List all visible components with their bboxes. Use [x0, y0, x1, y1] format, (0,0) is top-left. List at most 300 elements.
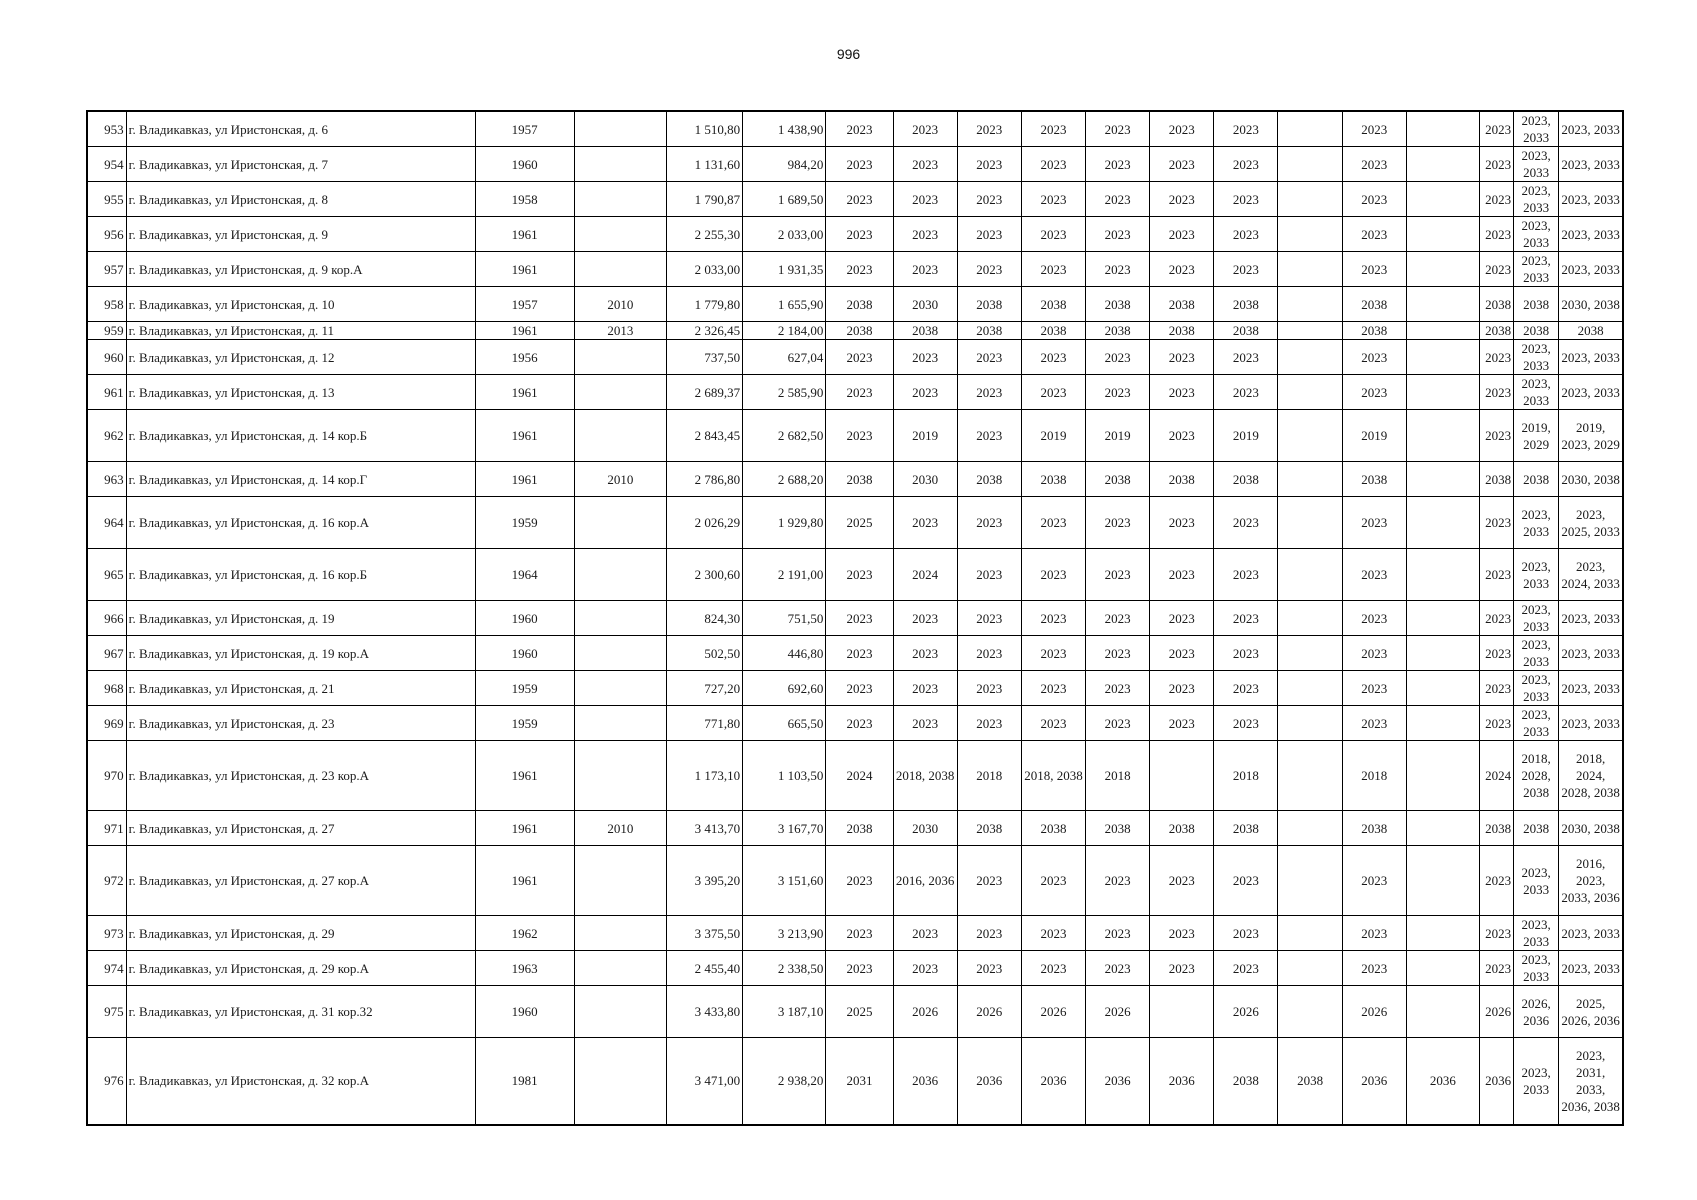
cell-year-2: 2023	[893, 340, 957, 375]
table-row	[87, 147, 1623, 182]
cell-year-repair	[574, 986, 666, 1038]
cell-number: 964	[87, 497, 126, 549]
cell-year-11: 2023	[1479, 846, 1513, 916]
cell-year-12: 2038	[1514, 322, 1559, 340]
cell-year-9: 2038	[1342, 811, 1406, 846]
cell-year-13: 2023, 2033	[1559, 217, 1623, 252]
cell-year-5: 2038	[1086, 811, 1150, 846]
cell-year-9: 2023	[1342, 497, 1406, 549]
cell-number: 967	[87, 636, 126, 671]
cell-year-6: 2023	[1150, 916, 1214, 951]
cell-year-9: 2023	[1342, 636, 1406, 671]
cell-year-11: 2023	[1479, 636, 1513, 671]
table-row	[87, 1038, 1623, 1125]
cell-year-1: 2023	[826, 636, 893, 671]
cell-year-2: 2026	[893, 986, 957, 1038]
cell-year-11: 2023	[1479, 182, 1513, 217]
cell-number: 958	[87, 287, 126, 322]
cell-year-2: 2023	[893, 951, 957, 986]
cell-year-6: 2023	[1150, 147, 1214, 182]
cell-year-built: 1956	[475, 340, 574, 375]
cell-year-12: 2023, 2033	[1514, 182, 1559, 217]
cell-area-living: 2 338,50	[743, 951, 826, 986]
cell-year-11: 2038	[1479, 462, 1513, 497]
cell-area-living: 692,60	[743, 671, 826, 706]
cell-year-10	[1406, 182, 1479, 217]
cell-area-living: 1 929,80	[743, 497, 826, 549]
cell-year-3: 2023	[957, 497, 1021, 549]
cell-number: 972	[87, 846, 126, 916]
cell-area-total: 3 471,00	[666, 1038, 742, 1125]
cell-year-12: 2038	[1514, 811, 1559, 846]
cell-year-9: 2038	[1342, 287, 1406, 322]
cell-year-5: 2023	[1086, 217, 1150, 252]
cell-number: 962	[87, 410, 126, 462]
cell-year-11: 2026	[1479, 986, 1513, 1038]
table-row	[87, 741, 1623, 811]
cell-year-13: 2023, 2024, 2033	[1559, 549, 1623, 601]
page-number: 996	[836, 46, 861, 62]
cell-address: г. Владикавказ, ул Иристонская, д. 13	[126, 375, 475, 410]
cell-year-9: 2023	[1342, 182, 1406, 217]
cell-year-6: 2023	[1150, 111, 1214, 147]
cell-year-7: 2023	[1214, 549, 1278, 601]
cell-area-total: 2 455,40	[666, 951, 742, 986]
cell-year-10	[1406, 147, 1479, 182]
cell-year-13: 2023, 2025, 2033	[1559, 497, 1623, 549]
cell-year-6: 2023	[1150, 182, 1214, 217]
cell-year-built: 1958	[475, 182, 574, 217]
cell-year-1: 2038	[826, 287, 893, 322]
cell-year-12: 2023, 2033	[1514, 217, 1559, 252]
cell-year-6: 2023	[1150, 340, 1214, 375]
cell-year-6: 2038	[1150, 811, 1214, 846]
cell-year-2: 2023	[893, 916, 957, 951]
table-row	[87, 549, 1623, 601]
cell-year-13: 2018, 2024, 2028, 2038	[1559, 741, 1623, 811]
cell-address: г. Владикавказ, ул Иристонская, д. 32 кор.А	[126, 1038, 475, 1125]
cell-year-11: 2038	[1479, 287, 1513, 322]
cell-address: г. Владикавказ, ул Иристонская, д. 12	[126, 340, 475, 375]
cell-year-repair	[574, 111, 666, 147]
cell-year-built: 1964	[475, 549, 574, 601]
cell-year-6: 2038	[1150, 322, 1214, 340]
cell-year-3: 2023	[957, 182, 1021, 217]
cell-year-repair	[574, 340, 666, 375]
cell-year-13: 2023, 2033	[1559, 182, 1623, 217]
cell-year-4: 2038	[1021, 811, 1085, 846]
cell-number: 953	[87, 111, 126, 147]
table-row	[87, 340, 1623, 375]
cell-year-5: 2023	[1086, 340, 1150, 375]
cell-year-9: 2023	[1342, 217, 1406, 252]
cell-number: 973	[87, 916, 126, 951]
cell-year-9: 2038	[1342, 322, 1406, 340]
cell-year-repair: 2010	[574, 462, 666, 497]
cell-year-9: 2023	[1342, 846, 1406, 916]
cell-area-total: 2 026,29	[666, 497, 742, 549]
table-row	[87, 916, 1623, 951]
cell-year-10	[1406, 951, 1479, 986]
housing-repair-table	[86, 110, 1624, 1126]
cell-year-12: 2023, 2033	[1514, 846, 1559, 916]
cell-year-built: 1961	[475, 811, 574, 846]
cell-address: г. Владикавказ, ул Иристонская, д. 27	[126, 811, 475, 846]
cell-year-9: 2036	[1342, 1038, 1406, 1125]
cell-year-8	[1278, 217, 1342, 252]
cell-area-living: 1 655,90	[743, 287, 826, 322]
cell-year-5: 2038	[1086, 462, 1150, 497]
cell-year-5: 2023	[1086, 497, 1150, 549]
cell-year-7: 2019	[1214, 410, 1278, 462]
cell-year-3: 2023	[957, 601, 1021, 636]
cell-area-total: 3 395,20	[666, 846, 742, 916]
cell-year-repair	[574, 497, 666, 549]
cell-area-total: 2 786,80	[666, 462, 742, 497]
cell-year-built: 1957	[475, 287, 574, 322]
cell-year-8	[1278, 916, 1342, 951]
cell-year-8	[1278, 811, 1342, 846]
table-row	[87, 252, 1623, 287]
cell-year-11: 2023	[1479, 549, 1513, 601]
cell-year-7: 2018	[1214, 741, 1278, 811]
cell-address: г. Владикавказ, ул Иристонская, д. 9 кор.А	[126, 252, 475, 287]
cell-year-1: 2031	[826, 1038, 893, 1125]
cell-year-9: 2023	[1342, 951, 1406, 986]
cell-year-7: 2023	[1214, 182, 1278, 217]
cell-area-total: 1 790,87	[666, 182, 742, 217]
cell-area-total: 2 843,45	[666, 410, 742, 462]
cell-year-3: 2023	[957, 375, 1021, 410]
cell-year-6: 2023	[1150, 846, 1214, 916]
cell-year-12: 2038	[1514, 287, 1559, 322]
cell-year-4: 2023	[1021, 497, 1085, 549]
cell-year-4: 2023	[1021, 916, 1085, 951]
cell-year-7: 2023	[1214, 601, 1278, 636]
cell-year-11: 2038	[1479, 322, 1513, 340]
cell-year-repair	[574, 217, 666, 252]
cell-year-8	[1278, 287, 1342, 322]
cell-year-1: 2023	[826, 182, 893, 217]
cell-number: 957	[87, 252, 126, 287]
cell-year-6: 2023	[1150, 549, 1214, 601]
cell-address: г. Владикавказ, ул Иристонская, д. 23 кор.А	[126, 741, 475, 811]
cell-year-5: 2026	[1086, 986, 1150, 1038]
cell-year-built: 1960	[475, 147, 574, 182]
cell-year-7: 2023	[1214, 916, 1278, 951]
cell-number: 963	[87, 462, 126, 497]
cell-year-2: 2023	[893, 497, 957, 549]
cell-year-12: 2023, 2033	[1514, 111, 1559, 147]
cell-number: 959	[87, 322, 126, 340]
cell-year-built: 1963	[475, 951, 574, 986]
cell-year-built: 1961	[475, 410, 574, 462]
cell-area-living: 1 438,90	[743, 111, 826, 147]
cell-area-living: 2 585,90	[743, 375, 826, 410]
cell-address: г. Владикавказ, ул Иристонская, д. 14 кор.Г	[126, 462, 475, 497]
cell-year-13: 2023, 2033	[1559, 340, 1623, 375]
cell-year-2: 2023	[893, 147, 957, 182]
cell-year-12: 2023, 2033	[1514, 147, 1559, 182]
cell-year-5: 2023	[1086, 846, 1150, 916]
cell-area-total: 1 173,10	[666, 741, 742, 811]
cell-year-8	[1278, 410, 1342, 462]
cell-year-8	[1278, 375, 1342, 410]
cell-year-8	[1278, 182, 1342, 217]
cell-year-13: 2030, 2038	[1559, 287, 1623, 322]
cell-year-repair: 2010	[574, 287, 666, 322]
cell-year-built: 1961	[475, 322, 574, 340]
cell-year-built: 1959	[475, 497, 574, 549]
cell-year-repair	[574, 741, 666, 811]
cell-year-8	[1278, 741, 1342, 811]
cell-address: г. Владикавказ, ул Иристонская, д. 8	[126, 182, 475, 217]
cell-year-7: 2023	[1214, 636, 1278, 671]
cell-year-2: 2016, 2036	[893, 846, 957, 916]
cell-year-12: 2023, 2033	[1514, 549, 1559, 601]
cell-area-total: 737,50	[666, 340, 742, 375]
cell-year-5: 2019	[1086, 410, 1150, 462]
cell-year-12: 2023, 2033	[1514, 375, 1559, 410]
cell-year-10	[1406, 252, 1479, 287]
cell-year-7: 2023	[1214, 252, 1278, 287]
cell-year-built: 1962	[475, 916, 574, 951]
cell-year-10	[1406, 636, 1479, 671]
cell-year-1: 2038	[826, 322, 893, 340]
cell-year-7: 2023	[1214, 340, 1278, 375]
table-row	[87, 811, 1623, 846]
cell-year-10	[1406, 375, 1479, 410]
cell-year-6: 2023	[1150, 706, 1214, 741]
cell-year-6: 2023	[1150, 252, 1214, 287]
cell-year-13: 2038	[1559, 322, 1623, 340]
cell-year-3: 2038	[957, 462, 1021, 497]
cell-year-12: 2026, 2036	[1514, 986, 1559, 1038]
cell-year-1: 2025	[826, 497, 893, 549]
cell-year-12: 2023, 2033	[1514, 340, 1559, 375]
table-row	[87, 846, 1623, 916]
table-row	[87, 217, 1623, 252]
cell-year-7: 2038	[1214, 462, 1278, 497]
cell-year-11: 2023	[1479, 217, 1513, 252]
cell-year-9: 2023	[1342, 706, 1406, 741]
cell-year-4: 2023	[1021, 252, 1085, 287]
cell-year-built: 1960	[475, 636, 574, 671]
cell-area-total: 1 510,80	[666, 111, 742, 147]
cell-year-8	[1278, 706, 1342, 741]
cell-year-repair	[574, 951, 666, 986]
cell-year-13: 2023, 2033	[1559, 252, 1623, 287]
cell-year-12: 2018, 2028, 2038	[1514, 741, 1559, 811]
table-row	[87, 287, 1623, 322]
cell-year-2: 2038	[893, 322, 957, 340]
cell-year-5: 2023	[1086, 706, 1150, 741]
cell-year-built: 1961	[475, 462, 574, 497]
cell-area-living: 2 938,20	[743, 1038, 826, 1125]
cell-year-10	[1406, 811, 1479, 846]
cell-year-13: 2023, 2033	[1559, 111, 1623, 147]
cell-area-living: 3 167,70	[743, 811, 826, 846]
cell-area-living: 3 151,60	[743, 846, 826, 916]
cell-year-11: 2024	[1479, 741, 1513, 811]
cell-year-3: 2023	[957, 217, 1021, 252]
cell-year-6: 2023	[1150, 410, 1214, 462]
cell-year-10	[1406, 706, 1479, 741]
cell-year-1: 2023	[826, 217, 893, 252]
cell-number: 954	[87, 147, 126, 182]
cell-year-8	[1278, 636, 1342, 671]
cell-year-5: 2038	[1086, 322, 1150, 340]
cell-year-3: 2023	[957, 111, 1021, 147]
cell-address: г. Владикавказ, ул Иристонская, д. 29	[126, 916, 475, 951]
cell-year-repair	[574, 252, 666, 287]
cell-year-4: 2023	[1021, 671, 1085, 706]
cell-year-2: 2036	[893, 1038, 957, 1125]
cell-year-4: 2038	[1021, 462, 1085, 497]
cell-year-13: 2030, 2038	[1559, 462, 1623, 497]
cell-year-repair	[574, 916, 666, 951]
table-row	[87, 182, 1623, 217]
cell-year-built: 1961	[475, 252, 574, 287]
cell-year-10	[1406, 986, 1479, 1038]
cell-year-8	[1278, 671, 1342, 706]
cell-year-1: 2024	[826, 741, 893, 811]
cell-year-8	[1278, 462, 1342, 497]
cell-year-7: 2023	[1214, 111, 1278, 147]
cell-year-4: 2023	[1021, 706, 1085, 741]
cell-area-living: 2 033,00	[743, 217, 826, 252]
cell-year-13: 2023, 2033	[1559, 951, 1623, 986]
cell-year-9: 2023	[1342, 375, 1406, 410]
cell-year-13: 2023, 2033	[1559, 706, 1623, 741]
cell-area-total: 1 779,80	[666, 287, 742, 322]
cell-address: г. Владикавказ, ул Иристонская, д. 29 кор.А	[126, 951, 475, 986]
cell-year-4: 2026	[1021, 986, 1085, 1038]
cell-year-1: 2038	[826, 462, 893, 497]
cell-year-2: 2023	[893, 671, 957, 706]
table-row	[87, 410, 1623, 462]
cell-year-5: 2023	[1086, 601, 1150, 636]
cell-area-living: 984,20	[743, 147, 826, 182]
cell-year-10	[1406, 287, 1479, 322]
cell-area-living: 2 184,00	[743, 322, 826, 340]
cell-year-7: 2023	[1214, 671, 1278, 706]
cell-year-10: 2036	[1406, 1038, 1479, 1125]
cell-year-11: 2036	[1479, 1038, 1513, 1125]
cell-year-8	[1278, 951, 1342, 986]
cell-year-6: 2023	[1150, 601, 1214, 636]
cell-year-11: 2023	[1479, 916, 1513, 951]
cell-address: г. Владикавказ, ул Иристонская, д. 19	[126, 601, 475, 636]
cell-area-living: 751,50	[743, 601, 826, 636]
cell-year-repair	[574, 182, 666, 217]
cell-year-7: 2023	[1214, 846, 1278, 916]
cell-year-5: 2018	[1086, 741, 1150, 811]
cell-year-2: 2018, 2038	[893, 741, 957, 811]
table-body	[87, 111, 1623, 1125]
cell-address: г. Владикавказ, ул Иристонская, д. 14 кор.Б	[126, 410, 475, 462]
cell-address: г. Владикавказ, ул Иристонская, д. 11	[126, 322, 475, 340]
cell-area-total: 3 413,70	[666, 811, 742, 846]
cell-year-7: 2023	[1214, 497, 1278, 549]
cell-year-6: 2023	[1150, 497, 1214, 549]
table-row	[87, 462, 1623, 497]
cell-number: 976	[87, 1038, 126, 1125]
cell-year-built: 1959	[475, 706, 574, 741]
cell-year-built: 1959	[475, 671, 574, 706]
cell-year-7: 2023	[1214, 951, 1278, 986]
cell-year-4: 2038	[1021, 287, 1085, 322]
cell-year-2: 2023	[893, 375, 957, 410]
cell-area-living: 1 689,50	[743, 182, 826, 217]
cell-year-6: 2023	[1150, 217, 1214, 252]
cell-year-9: 2038	[1342, 462, 1406, 497]
cell-year-4: 2036	[1021, 1038, 1085, 1125]
cell-year-9: 2023	[1342, 147, 1406, 182]
cell-year-9: 2023	[1342, 601, 1406, 636]
cell-number: 960	[87, 340, 126, 375]
cell-year-repair	[574, 636, 666, 671]
cell-area-total: 771,80	[666, 706, 742, 741]
cell-year-5: 2023	[1086, 636, 1150, 671]
cell-year-3: 2023	[957, 706, 1021, 741]
cell-year-7: 2023	[1214, 706, 1278, 741]
cell-year-2: 2030	[893, 287, 957, 322]
cell-address: г. Владикавказ, ул Иристонская, д. 16 кор.Б	[126, 549, 475, 601]
cell-year-13: 2016, 2023, 2033, 2036	[1559, 846, 1623, 916]
cell-year-3: 2026	[957, 986, 1021, 1038]
cell-year-1: 2023	[826, 111, 893, 147]
cell-year-10	[1406, 462, 1479, 497]
cell-year-12: 2023, 2033	[1514, 636, 1559, 671]
cell-year-11: 2023	[1479, 601, 1513, 636]
cell-year-4: 2023	[1021, 375, 1085, 410]
table-row	[87, 706, 1623, 741]
cell-year-built: 1961	[475, 375, 574, 410]
cell-year-8	[1278, 549, 1342, 601]
cell-year-2: 2023	[893, 601, 957, 636]
cell-year-repair: 2010	[574, 811, 666, 846]
cell-year-7: 2038	[1214, 287, 1278, 322]
cell-number: 966	[87, 601, 126, 636]
cell-year-3: 2023	[957, 340, 1021, 375]
cell-year-12: 2023, 2033	[1514, 497, 1559, 549]
cell-year-2: 2030	[893, 811, 957, 846]
cell-year-repair: 2013	[574, 322, 666, 340]
table-row	[87, 601, 1623, 636]
cell-year-repair	[574, 846, 666, 916]
cell-year-4: 2023	[1021, 846, 1085, 916]
cell-year-built: 1960	[475, 986, 574, 1038]
cell-year-built: 1981	[475, 1038, 574, 1125]
cell-year-repair	[574, 706, 666, 741]
cell-number: 955	[87, 182, 126, 217]
cell-year-10	[1406, 217, 1479, 252]
cell-year-1: 2023	[826, 340, 893, 375]
cell-number: 965	[87, 549, 126, 601]
cell-year-3: 2038	[957, 322, 1021, 340]
cell-year-11: 2023	[1479, 111, 1513, 147]
cell-year-11: 2023	[1479, 706, 1513, 741]
cell-number: 968	[87, 671, 126, 706]
cell-year-13: 2023, 2033	[1559, 671, 1623, 706]
cell-year-3: 2023	[957, 252, 1021, 287]
cell-year-8	[1278, 340, 1342, 375]
cell-address: г. Владикавказ, ул Иристонская, д. 23	[126, 706, 475, 741]
cell-year-4: 2023	[1021, 340, 1085, 375]
cell-area-total: 824,30	[666, 601, 742, 636]
cell-year-13: 2023, 2033	[1559, 147, 1623, 182]
